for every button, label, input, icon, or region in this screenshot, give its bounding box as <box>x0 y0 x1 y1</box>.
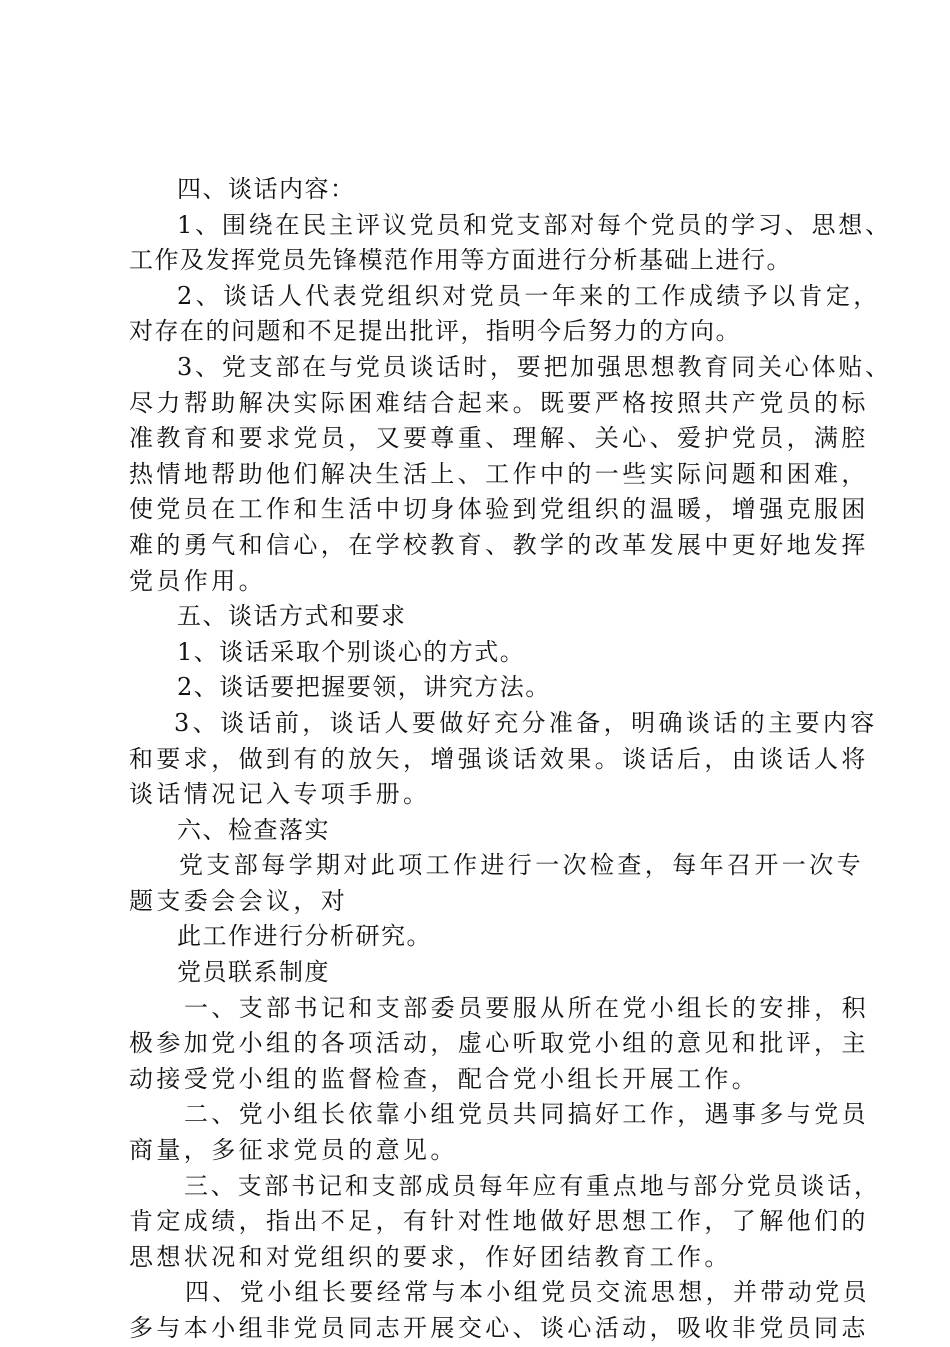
paragraph-line: 3、谈话前，谈话人要做好充分准备，明确谈话的主要内容 <box>174 708 878 737</box>
paragraph-line: 党支部每学期对此项工作进行一次检查，每年召开一次专 <box>179 851 864 880</box>
paragraph-line: 准教育和要求党员，又要尊重、理解、关心、爱护党员，满腔 <box>129 424 869 453</box>
paragraph-line: 工作及发挥党员先锋模范作用等方面进行分析基础上进行。 <box>129 246 792 275</box>
paragraph-line: 此工作进行分析研究。 <box>177 922 432 951</box>
paragraph-line: 对存在的问题和不足提出批评，指明今后努力的方向。 <box>129 317 741 346</box>
paragraph-line: 一、支部书记和支部委员要服从所在党小组长的安排，积 <box>184 993 869 1022</box>
section-heading-inspection: 六、检查落实 <box>177 815 330 844</box>
paragraph-line: 极参加党小组的各项活动，虚心听取党小组的意见和批评，主 <box>129 1029 869 1058</box>
paragraph-line: 四、党小组长要经常与本小组党员交流思想，并带动党员 <box>185 1278 870 1307</box>
paragraph-line: 题支委会会议，对 <box>129 886 349 915</box>
paragraph-line: 二、党小组长依靠小组党员共同搞好工作，遇事多与党员 <box>184 1100 869 1129</box>
paragraph-line: 三、支部书记和支部成员每年应有重点地与部分党员谈话， <box>184 1171 881 1200</box>
paragraph-line: 肯定成绩，指出不足，有针对性地做好思想工作，了解他们的 <box>129 1207 869 1236</box>
paragraph-line: 热情地帮助他们解决生活上、工作中的一些实际问题和困难， <box>129 459 869 488</box>
paragraph-line: 使党员在工作和生活中切身体验到党组织的温暖，增强克服困 <box>129 495 869 524</box>
document-body <box>129 172 892 1347</box>
paragraph-line: 1、谈话采取个别谈心的方式。 <box>177 637 526 666</box>
paragraph-line: 谈话情况记入专项手册。 <box>129 780 431 809</box>
section-heading-talk-content: 四、谈话内容： <box>177 175 356 203</box>
paragraph-line: 动接受党小组的监督检查，配合党小组长开展工作。 <box>129 1064 760 1093</box>
paragraph-line: 难的勇气和信心，在学校教育、教学的改革发展中更好地发挥 <box>129 530 869 559</box>
paragraph-line: 多与本小组非党员同志开展交心、谈心活动，吸收非党员同志 <box>129 1314 869 1342</box>
section-heading-talk-method: 五、谈话方式和要求 <box>177 602 407 631</box>
paragraph-line: 党员作用。 <box>129 566 266 595</box>
paragraph-line: 2、谈话人代表党组织对党员一年来的工作成绩予以肯定， <box>177 281 881 310</box>
paragraph-line: 2、谈话要把握要领，讲究方法。 <box>177 673 551 702</box>
paragraph-line: 3、党支部在与党员谈话时，要把加强思想教育同关心体贴、 <box>177 352 892 381</box>
section-heading-member-contact: 党员联系制度 <box>177 958 330 987</box>
paragraph-line: 和要求，做到有的放矢，增强谈话效果。谈话后，由谈话人将 <box>129 744 869 773</box>
paragraph-line: 1、围绕在民主评议党员和党支部对每个党员的学习、思想、 <box>177 210 892 239</box>
paragraph-line: 尽力帮助解决实际困难结合起来。既要严格按照共产党员的标 <box>129 388 869 417</box>
paragraph-line: 思想状况和对党组织的要求，作好团结教育工作。 <box>129 1242 732 1271</box>
paragraph-line: 商量，多征求党员的意见。 <box>129 1136 458 1165</box>
